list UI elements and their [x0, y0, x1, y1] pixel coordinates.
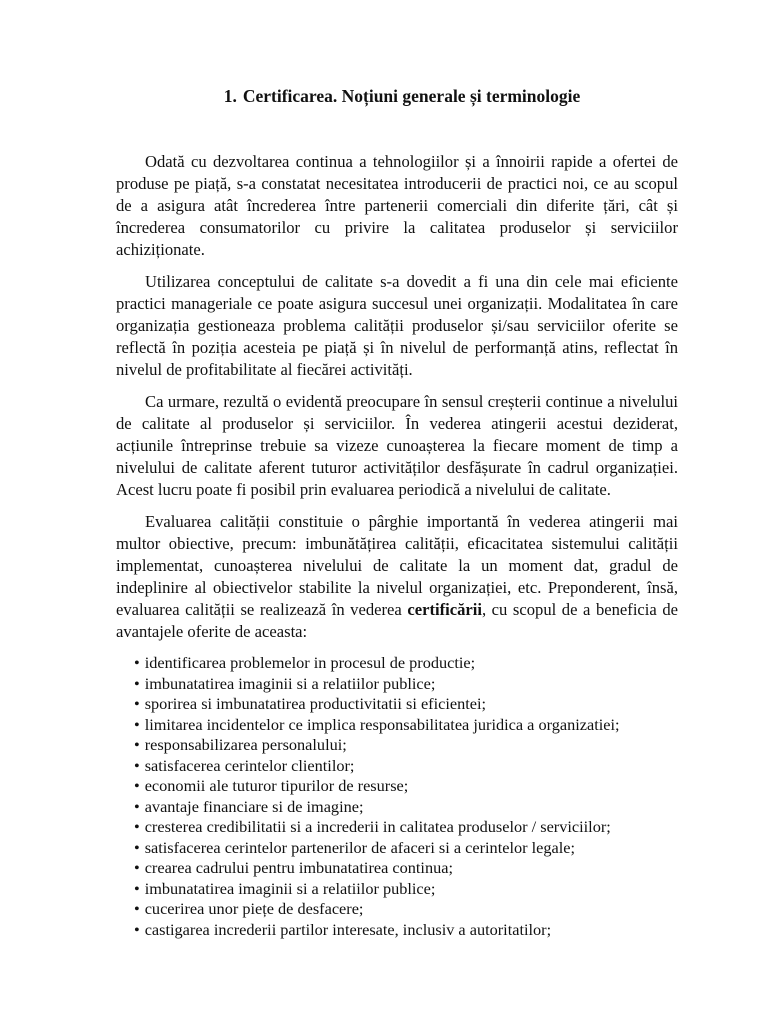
paragraph-4-text-before: Evaluarea calității constituie o pârghie importantă în vederea atingerii mai multor obiective, precum: imbunătățirea calității, eficacitatea sistemului calității implementat, cunoașterea nivelului de calitate la un moment dat, gradul de indeplinire al obiectivelor stabilite la nivelul organizației, etc. Preponderent, însă, evaluarea calității se realizează în vederea [116, 512, 678, 619]
bullet-icon: • [134, 919, 140, 939]
bullet-icon: • [134, 858, 140, 877]
section-title [116, 86, 678, 107]
list-item [134, 776, 678, 797]
list-item [134, 674, 678, 695]
benefits-list [116, 653, 678, 940]
section-number: 1. [223, 86, 237, 106]
bullet-icon: • [134, 735, 140, 754]
section-title-part1: Certificarea [242, 86, 333, 106]
bullet-icon: • [134, 899, 140, 918]
bullet-icon: • [134, 796, 140, 816]
list-item [134, 838, 678, 859]
section-title-part2: Noțiuni generale și terminologie [341, 86, 581, 106]
list-item-text: economii ale tuturor tipurilor de resurse; [144, 776, 409, 795]
list-item [134, 899, 678, 920]
list-item-text: identificarea problemelor in procesul de productie; [144, 653, 476, 672]
list-item [134, 756, 678, 777]
list-item [134, 879, 678, 900]
list-item-text: avantaje financiare si de imagine; [144, 796, 364, 816]
list-item-text: imbunatatirea imaginii si a relatiilor publice; [144, 673, 436, 693]
list-item [134, 858, 678, 879]
list-item [134, 920, 678, 941]
paragraph-4-text-after: , cu scopul de a beneficia de avantajele oferite de aceasta: [116, 600, 678, 641]
list-item-text: limitarea incidentelor ce implica responsabilitatea juridica a organizatiei; [144, 714, 620, 734]
list-item-text: satisfacerea cerintelor clientilor; [144, 755, 355, 775]
paragraph-1: Odată cu dezvoltarea continua a tehnologiilor și a înnoirii rapide a ofertei de produse pe piață, s-a constatat necesitatea introducerii de practici noi, ce au scopul de a asigura atât încrederea între partenerii comerciali din diferite țări, cât și încrederea consumatorilor cu privire la calitatea produselor și serviciilor achiziționate. [116, 152, 678, 259]
paragraph-3: Ca urmare, rezultă o evidentă preocupare în sensul creșterii continue a nivelului de calitate al produselor și serviciilor. În vederea atingerii acestui deziderat, acțiunile întreprinse trebuie sa vizeze cunoașterea la fiecare moment de timp a nivelului de calitate aferent tuturor activităților desfășurate în cadrul organizației. Acest lucru poate fi posibil prin evaluarea periodică a nivelului de calitate. [116, 392, 678, 499]
list-item-text: responsabilizarea personalului; [144, 735, 347, 754]
list-item [134, 715, 678, 736]
section-title-separator: . [332, 86, 342, 106]
list-item [134, 735, 678, 756]
bullet-icon: • [134, 714, 140, 734]
list-item [134, 797, 678, 818]
bullet-icon: • [134, 817, 140, 836]
list-item-text: cucerirea unor piețe de desfacere; [144, 899, 364, 918]
list-item-text: imbunatatirea imaginii si a relatiilor publice; [144, 878, 436, 898]
list-item-text: castigarea increderii partilor interesate, inclusiv a autoritatilor; [144, 919, 552, 939]
list-item-text: sporirea si imbunatatirea productivitatii si eficientei; [144, 694, 487, 713]
bullet-icon: • [134, 653, 140, 672]
paragraph-4 [116, 511, 678, 643]
list-item-text: crearea cadrului pentru imbunatatirea continua; [144, 858, 453, 877]
list-item-text: satisfacerea cerintelor partenerilor de afaceri si a cerintelor legale; [144, 837, 575, 857]
bullet-icon: • [134, 837, 140, 857]
list-item-text: cresterea credibilitatii si a increderii in calitatea produselor / serviciilor; [144, 817, 611, 836]
list-item [134, 817, 678, 838]
bullet-icon: • [134, 673, 140, 693]
list-item [134, 653, 678, 674]
bullet-icon: • [134, 694, 140, 713]
bullet-icon: • [134, 755, 140, 775]
bullet-icon: • [134, 878, 140, 898]
paragraph-4-emphasis: certificării [407, 600, 482, 619]
paragraph-2: Utilizarea conceptului de calitate s-a dovedit a fi una din cele mai eficiente practici manageriale ce poate asigura succesul unei organizații. Modalitatea în care organizația gestioneaza problema calității produselor și/sau serviciilor oferite se reflectă în poziția acesteia pe piață și în nivelul de performanță atins, reflectat în nivelul de profitabilitate al fiecărei activități. [116, 272, 678, 379]
list-item [134, 694, 678, 715]
bullet-icon: • [134, 776, 140, 795]
